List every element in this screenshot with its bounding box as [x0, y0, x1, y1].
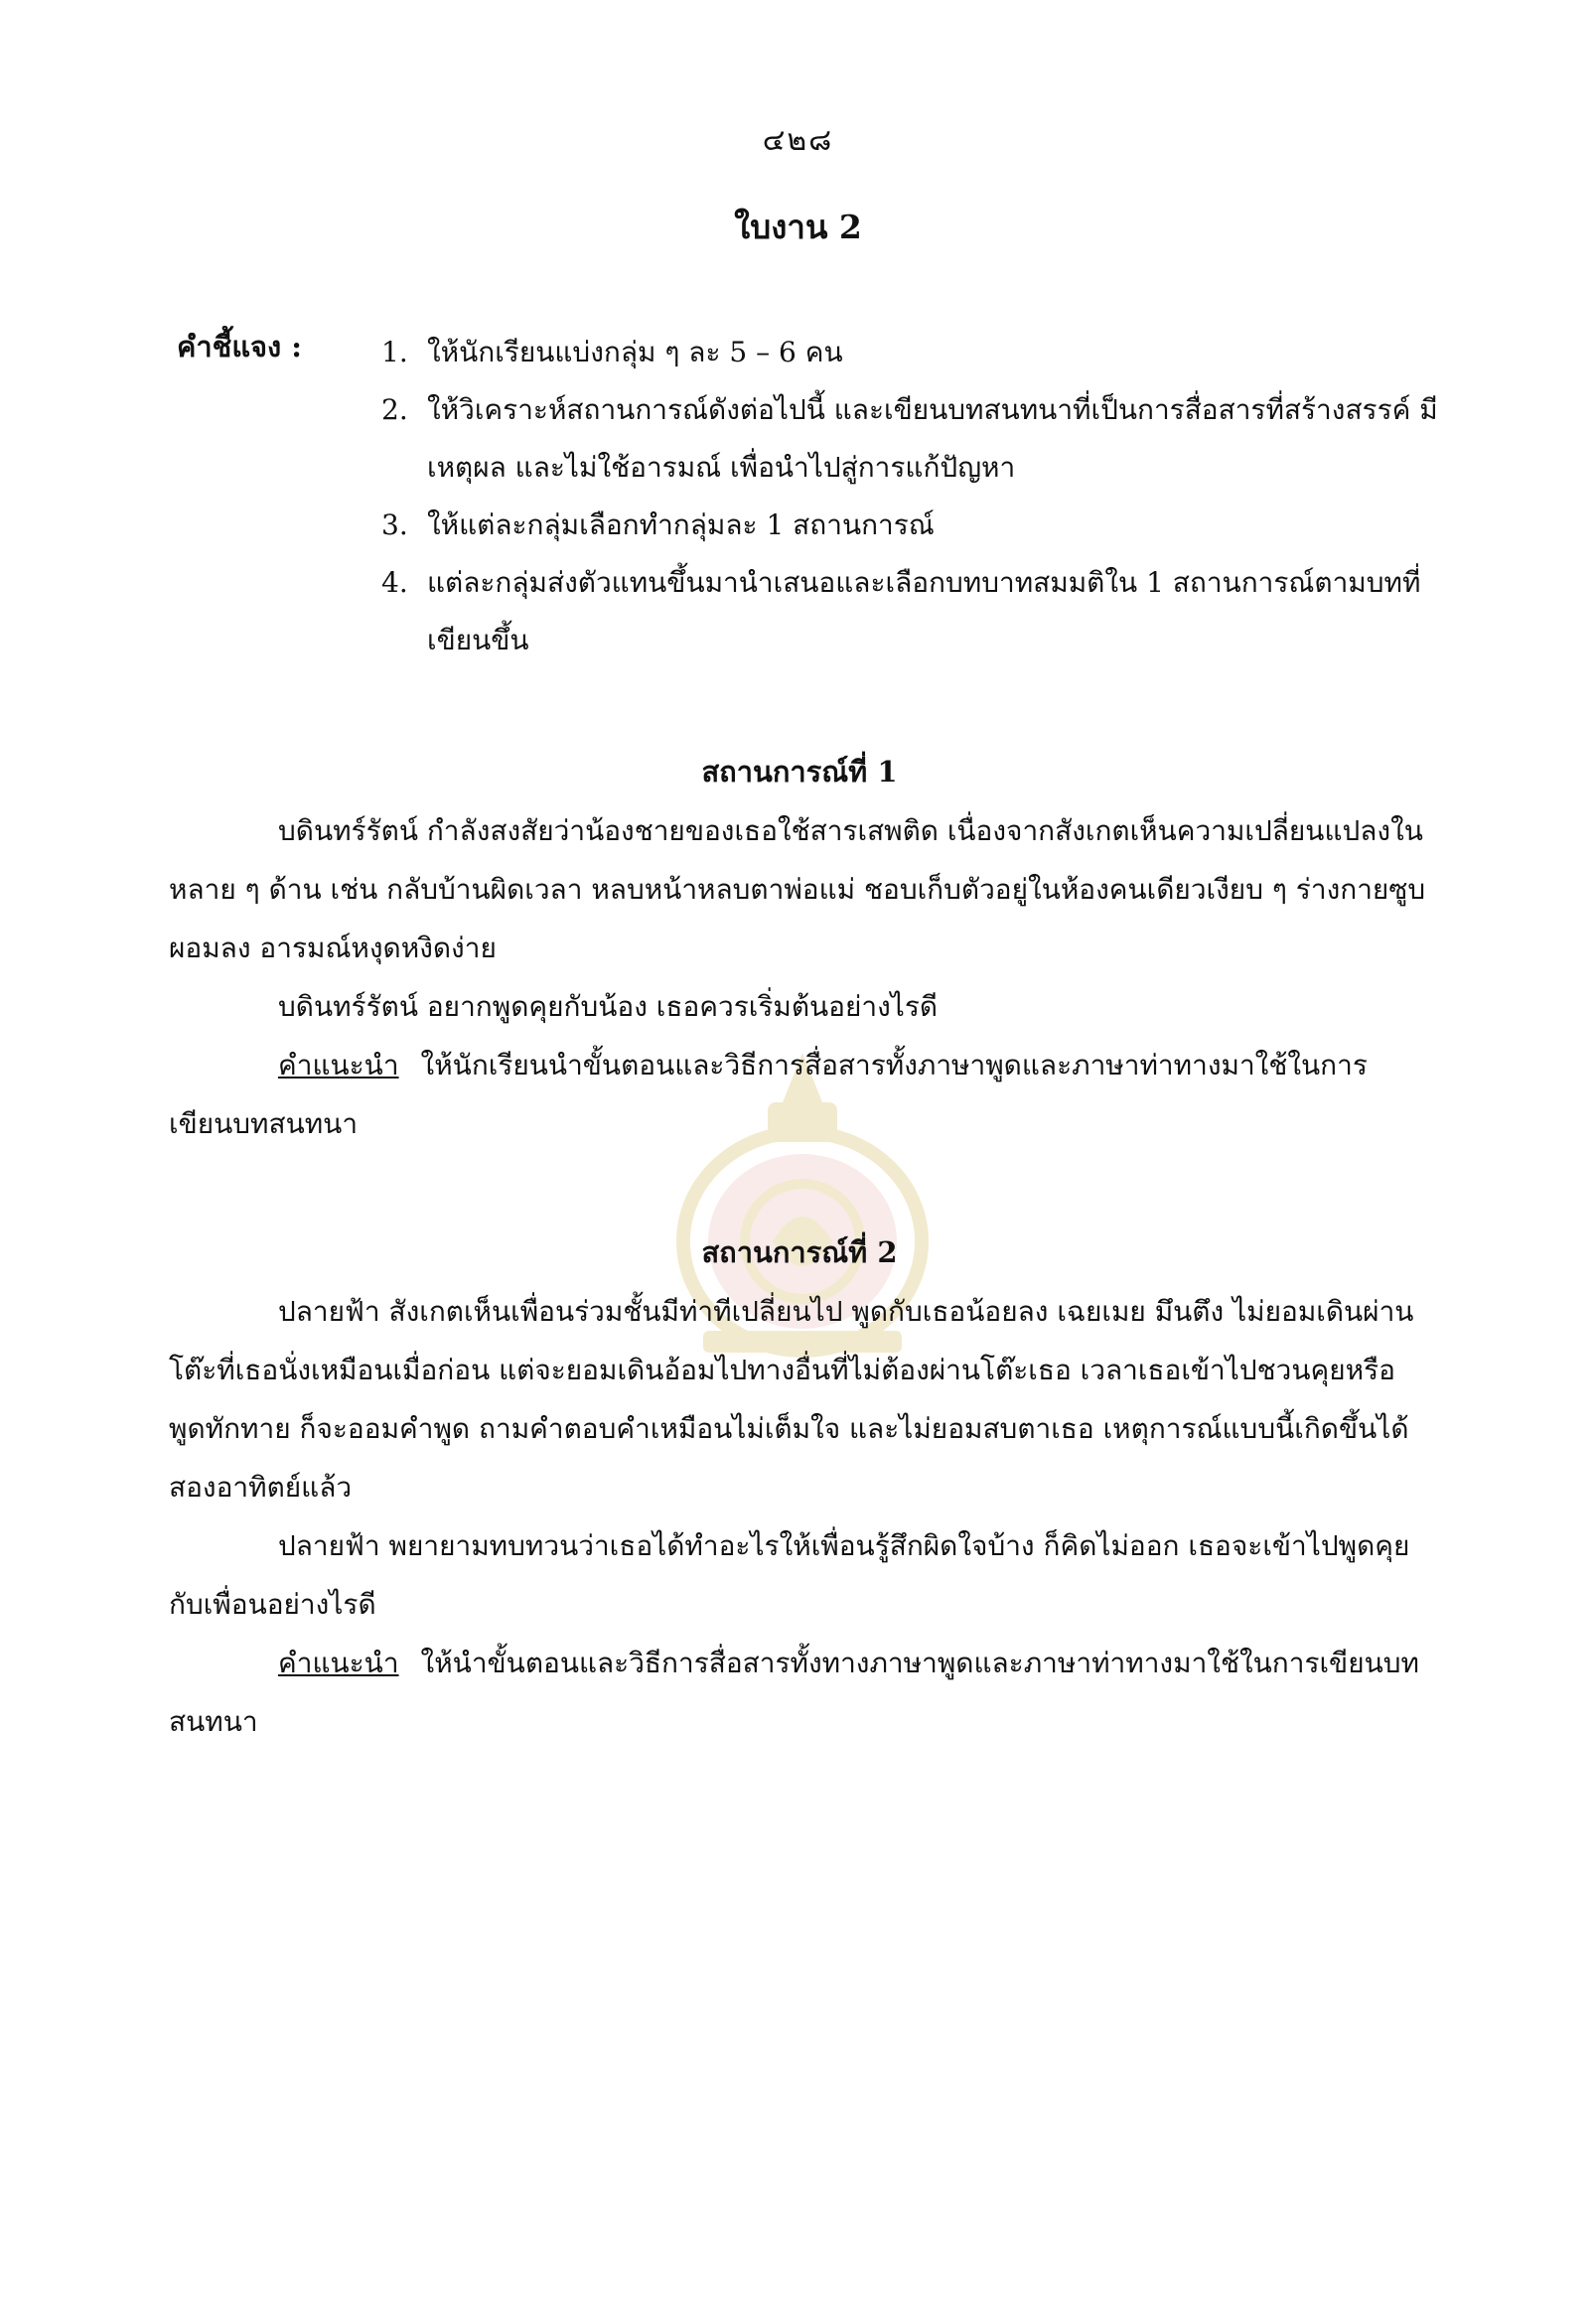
instruction-item	[381, 381, 1454, 497]
advice-label: คำแนะนำ	[278, 1647, 399, 1679]
instruction-item	[381, 324, 1454, 381]
instructions-label: คำชี้แจง :	[177, 330, 303, 363]
instruction-number: 3.	[381, 508, 408, 541]
worksheet-title: ใบงาน 2	[734, 208, 862, 246]
instruction-text: ให้นักเรียนแบ่งกลุ่ม ๆ ละ 5 – 6 คน	[427, 336, 843, 368]
scenario-2-title: สถานการณ์ที่ 2	[701, 1235, 898, 1269]
instruction-item	[381, 497, 1454, 554]
scenario-2-question: ปลายฟ้า พยายามทบทวนว่าเธอได้ทำอะไรให้เพื่อนรู้สึกผิดใจบ้าง ก็คิดไม่ออก เธอจะเข้าไปพูดคุยกับเพื่อนอย่างไรดี	[169, 1529, 1410, 1621]
page-number: ๔๒๘	[762, 123, 834, 158]
scenario-1-paragraph: บดินทร์รัตน์ กำลังสงสัยว่าน้องชายของเธอใช้สารเสพติด เนื่องจากสังเกตเห็นความเปลี่ยนแปลงในหลาย ๆ ด้าน เช่น กลับบ้านผิดเวลา หลบหน้าหลบตาพ่อแม่ ชอบเก็บตัวอยู่ในห้องคนเดียวเงียบ ๆ ร่างกายซูบผอมลง อารมณ์หงุดหงิดง่าย	[169, 814, 1426, 964]
scenario-1-title: สถานการณ์ที่ 1	[701, 755, 898, 789]
instruction-number: 1.	[381, 336, 408, 368]
scenario-2-advice	[169, 1634, 1430, 1751]
advice-label: คำแนะนำ	[278, 1049, 399, 1081]
advice-text: ให้นำขั้นตอนและวิธีการสื่อสารทั้งทางภาษาพูดและภาษาท่าทางมาใช้ในการเขียนบทสนทนา	[169, 1647, 1419, 1738]
scenario-1-question: บดินทร์รัตน์ อยากพูดคุยกับน้อง เธอควรเริ่มต้นอย่างไรดี	[278, 990, 939, 1023]
instructions-list	[381, 324, 1454, 669]
instruction-text: ให้วิเคราะห์สถานการณ์ดังต่อไปนี้ และเขียนบทสนทนาที่เป็นการสื่อสารที่สร้างสรรค์ มีเหตุผล และไม่ใช้อารมณ์ เพื่อนำไปสู่การแก้ปัญหา	[427, 393, 1438, 484]
scenario-1	[169, 743, 1430, 1153]
instruction-item	[381, 554, 1454, 669]
advice-text: ให้นักเรียนนำขั้นตอนและวิธีการสื่อสารทั้งภาษาพูดและภาษาท่าทางมาใช้ในการเขียนบทสนทนา	[169, 1049, 1368, 1140]
scenario-2-paragraph: ปลายฟ้า สังเกตเห็นเพื่อนร่วมชั้นมีท่าทีเปลี่ยนไป พูดกับเธอน้อยลง เฉยเมย มึนตึง ไม่ยอมเดินผ่านโต๊ะที่เธอนั่งเหมือนเมื่อก่อน แต่จะยอมเดินอ้อมไปทางอื่นที่ไม่ต้องผ่านโต๊ะเธอ เวลาเธอเข้าไปชวนคุยหรือพูดทักทาย ก็จะออมคำพูด ถามคำตอบคำเหมือนไม่เต็มใจ และไม่ยอมสบตาเธอ เหตุการณ์แบบนี้เกิดขึ้นได้สองอาทิตย์แล้ว	[169, 1295, 1414, 1504]
instruction-number: 2.	[381, 393, 408, 426]
scenario-1-advice	[169, 1036, 1430, 1153]
instruction-text: ให้แต่ละกลุ่มเลือกทำกลุ่มละ 1 สถานการณ์	[427, 508, 935, 541]
instruction-text: แต่ละกลุ่มส่งตัวแทนขึ้นมานำเสนอและเลือกบทบาทสมมติใน 1 สถานการณ์ตามบทที่เขียนขึ้น	[427, 566, 1421, 656]
instruction-number: 4.	[381, 566, 408, 599]
scenario-2	[169, 1223, 1430, 1751]
